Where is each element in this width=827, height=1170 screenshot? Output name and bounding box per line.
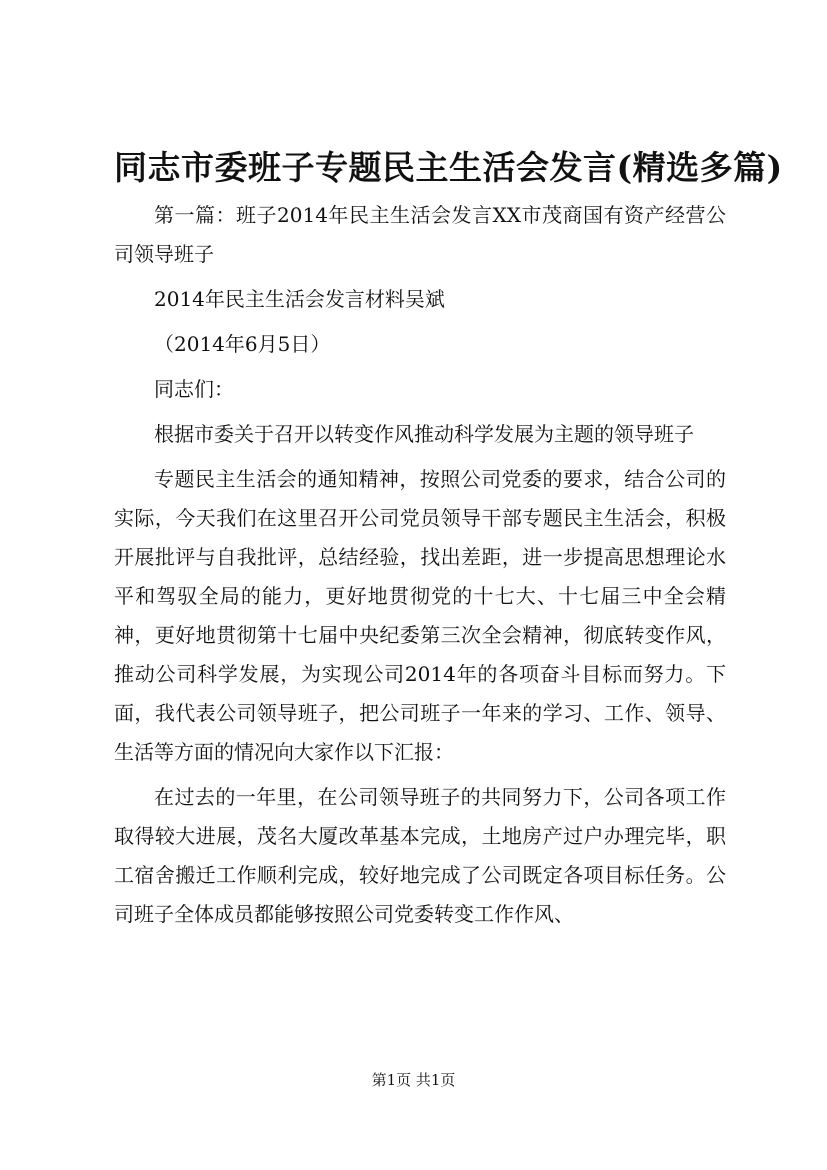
paragraph-subtitle: 2014年民主生活会发言材料吴斌 bbox=[154, 287, 445, 311]
paragraph-intro: 根据市委关于召开以转变作风推动科学发展为主题的领导班子 bbox=[154, 422, 694, 446]
page-footer: 第1页 共1页 bbox=[371, 1071, 456, 1089]
paragraph-body-1: 专题民主生活会的通知精神，按照公司党委的要求，结合公司的实际，今天我们在这里召开公司党员领导干部专题民主生活会，积极开展批评与自我批评，总结经验，找出差距，进一步提高思想理论水平和驾驭全局的能力，更好地贯彻党的十七大、十七届三中全会精神，更好地贯彻第十七届中央纪委第三次全会精神，彻底转变作风，推动公司科学发展，为实现公司2014年的各项奋斗目标而努力。下面，我代表公司领导班子，把公司班子一年来的学习、工作、领导、生活等方面的情况向大家作以下汇报： bbox=[114, 467, 726, 764]
paragraph-body-2: 在过去的一年里，在公司领导班子的共同努力下，公司各项工作取得较大进展，茂名大厦改革基本完成，土地房产过户办理完毕，职工宿舍搬迁工作顺利完成，较好地完成了公司既定各项目标任务。公司班子全体成员都能够按照公司党委转变工作作风、 bbox=[114, 785, 726, 926]
paragraph-heading: 第一篇：班子2014年民主生活会发言XX市茂商国有资产经营公司领导班子 bbox=[114, 203, 726, 266]
document-body bbox=[114, 196, 726, 940]
paragraph-salutation: 同志们： bbox=[154, 377, 234, 401]
document-title: 同志市委班子专题民主生活会发言(精选多篇) bbox=[114, 148, 783, 187]
paragraph-date: （2014年6月5日） bbox=[154, 332, 331, 356]
